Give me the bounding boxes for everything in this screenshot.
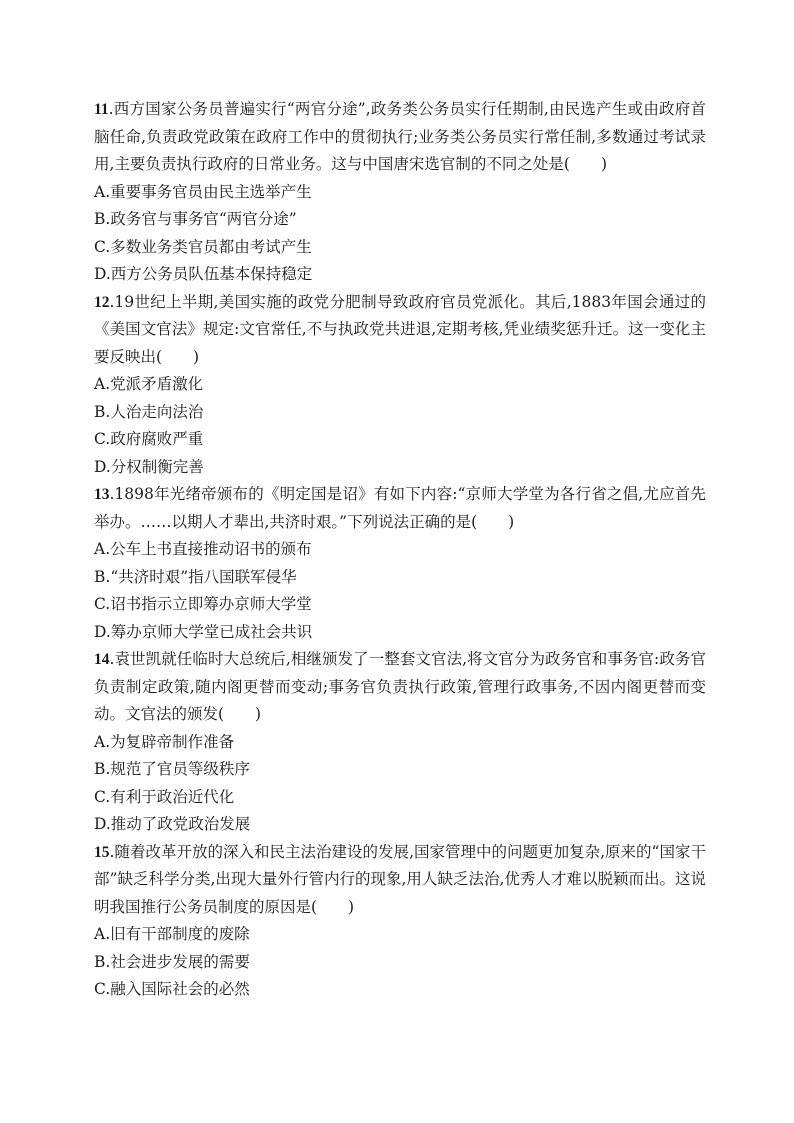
option-b: B.“共济时艰”指八国联军侵华 xyxy=(94,567,297,586)
option-a: A.公车上书直接推动诏书的颁布 xyxy=(94,540,312,558)
option-b: B.人治走向法治 xyxy=(94,402,204,421)
question-stem xyxy=(94,481,706,536)
question-text: .随着改革开放的深入和民主法治建设的发展,国家管理中的问题更加复杂,原来的“国家干部”缺乏科学分类,出现大量外行管内行的现象,用人缺乏法治,优秀人才难以脱颖而出。这说明我国推行公务员制度的原因是( ) xyxy=(94,842,706,916)
option-a: A.为复辟帝制作准备 xyxy=(94,732,235,751)
question-text: .1898年光绪帝颁布的《明定国是诏》有如下内容:“京师大学堂为各行省之倡,尤应首先举办。……以期人才辈出,共济时艰。”下列说法正确的是( ) xyxy=(94,485,706,531)
option-d: D.筹办京师大学堂已成社会共识 xyxy=(94,622,313,641)
question-text: .西方国家公务员普遍实行“两官分途”,政务类公务员实行任期制,由民选产生或由政府首脑任命,负责政党政策在政府工作中的贯彻执行;业务类公务员实行常任制,多数通过考试录用,主要负责执行政府的日常业务。这与中国唐宋选官制的不同之处是( ) xyxy=(94,100,706,173)
question-number: 15 xyxy=(94,843,110,861)
question-14 xyxy=(94,646,706,839)
option-c: C.诏书指示立即筹办京师大学堂 xyxy=(94,595,312,613)
option-b: B.规范了官员等级秩序 xyxy=(94,760,250,778)
document-page xyxy=(94,96,706,1004)
question-stem xyxy=(94,646,706,729)
question-stem xyxy=(94,839,706,922)
question-text: .袁世凯就任临时大总统后,相继颁发了一整套文官法,将文官分为政务官和事务官:政务官负责制定政策,随内阁更替而变动;事务官负责执行政策,管理行政事务,不因内阁更替而变动。文官法的颁发( ) xyxy=(94,650,706,723)
question-stem xyxy=(94,96,706,179)
question-stem xyxy=(94,289,706,372)
option-a: A.党派矛盾激化 xyxy=(94,375,204,393)
question-number: 11 xyxy=(94,101,109,118)
question-11 xyxy=(94,96,706,289)
question-text: .19世纪上半期,美国实施的政党分肥制导致政府官员党派化。其后,1883年国会通过的《美国文官法》规定:文官常任,不与执政党共进退,定期考核,凭业绩奖惩升迁。这一变化主要反映出( ) xyxy=(94,292,706,366)
option-d: D.推动了政党政治发展 xyxy=(94,815,251,833)
option-a: A.旧有干部制度的废除 xyxy=(94,925,250,943)
option-c: C.多数业务类官员都由考试产生 xyxy=(94,237,312,256)
question-number: 14 xyxy=(94,651,110,668)
option-a: A.重要事务官员由民主选举产生 xyxy=(94,182,312,201)
option-b: B.政务官与事务官“两官分途” xyxy=(94,210,297,228)
option-c: C.有利于政治近代化 xyxy=(94,787,235,806)
question-number: 12 xyxy=(94,293,110,311)
option-b: B.社会进步发展的需要 xyxy=(94,952,250,971)
question-15 xyxy=(94,839,706,1004)
option-d: D.分权制衡完善 xyxy=(94,457,204,476)
question-number: 13 xyxy=(94,486,110,503)
question-12 xyxy=(94,289,706,482)
option-d: D.西方公务员队伍基本保持稳定 xyxy=(94,265,313,283)
question-13 xyxy=(94,481,706,646)
option-c: C.政府腐败严重 xyxy=(94,430,204,448)
option-c: C.融入国际社会的必然 xyxy=(94,980,250,998)
